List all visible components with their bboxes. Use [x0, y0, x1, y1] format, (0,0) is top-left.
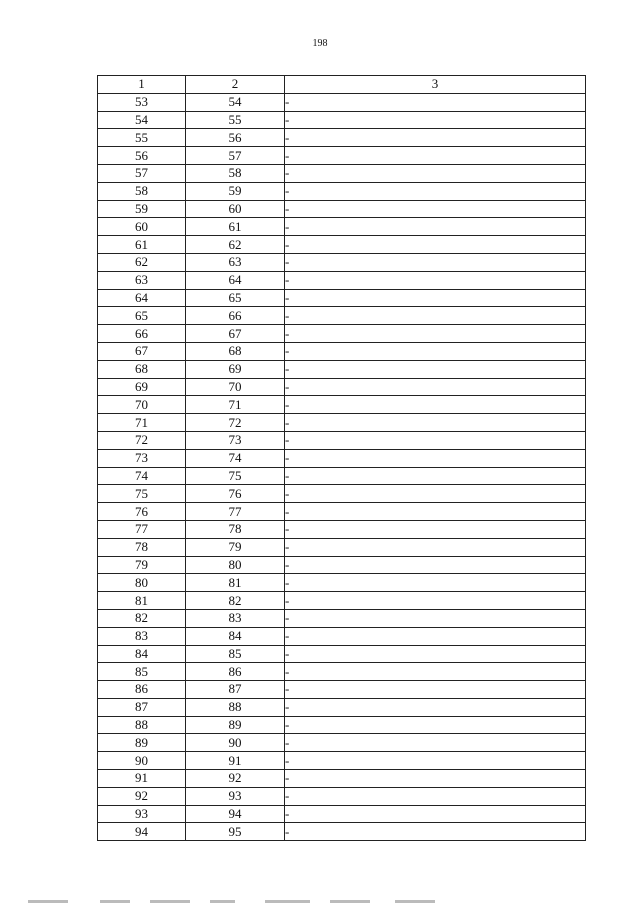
- row-col-2-cell: 70: [186, 378, 285, 396]
- table-row: [98, 467, 586, 485]
- row-remark-cell: -: [285, 307, 586, 325]
- row-remark-cell: -: [285, 236, 586, 254]
- row-col-1-cell: 56: [98, 147, 186, 165]
- row-col-1-cell: 82: [98, 609, 186, 627]
- row-col-1-cell: 65: [98, 307, 186, 325]
- table-row: [98, 645, 586, 663]
- table-row: [98, 681, 586, 699]
- row-col-2-cell: 63: [186, 253, 285, 271]
- row-col-1-cell: 84: [98, 645, 186, 663]
- row-col-1-cell: 71: [98, 414, 186, 432]
- row-remark-cell: -: [285, 253, 586, 271]
- row-col-2-cell: 85: [186, 645, 285, 663]
- table-row: [98, 325, 586, 343]
- row-remark-cell: -: [285, 93, 586, 111]
- row-col-2-cell: 77: [186, 503, 285, 521]
- page-bottom-edge: [0, 896, 640, 905]
- row-col-1-cell: 62: [98, 253, 186, 271]
- row-col-2-cell: 87: [186, 681, 285, 699]
- row-col-2-cell: 76: [186, 485, 285, 503]
- row-remark-cell: -: [285, 556, 586, 574]
- row-remark-cell: -: [285, 681, 586, 699]
- row-remark-cell: -: [285, 716, 586, 734]
- row-remark-cell: -: [285, 520, 586, 538]
- row-remark-cell: -: [285, 218, 586, 236]
- row-col-1-cell: 53: [98, 93, 186, 111]
- table-row: [98, 734, 586, 752]
- column-header-3: 3: [285, 76, 586, 94]
- table-row: [98, 823, 586, 841]
- row-remark-cell: -: [285, 823, 586, 841]
- table-row: [98, 503, 586, 521]
- row-remark-cell: -: [285, 538, 586, 556]
- header-row: [98, 76, 586, 94]
- table-body: [98, 93, 586, 840]
- row-col-2-cell: 86: [186, 663, 285, 681]
- row-remark-cell: -: [285, 627, 586, 645]
- table-row: [98, 147, 586, 165]
- table-row: [98, 396, 586, 414]
- row-remark-cell: -: [285, 503, 586, 521]
- table-row: [98, 342, 586, 360]
- table-row: [98, 253, 586, 271]
- table-row: [98, 663, 586, 681]
- row-remark-cell: -: [285, 431, 586, 449]
- table-row: [98, 111, 586, 129]
- row-remark-cell: -: [285, 592, 586, 610]
- table-row: [98, 698, 586, 716]
- table-row: [98, 716, 586, 734]
- table-row: [98, 805, 586, 823]
- row-remark-cell: -: [285, 734, 586, 752]
- row-remark-cell: -: [285, 378, 586, 396]
- table-row: [98, 414, 586, 432]
- row-col-1-cell: 66: [98, 325, 186, 343]
- row-col-2-cell: 84: [186, 627, 285, 645]
- table-row: [98, 129, 586, 147]
- table-row: [98, 770, 586, 788]
- row-col-1-cell: 69: [98, 378, 186, 396]
- row-col-1-cell: 61: [98, 236, 186, 254]
- row-remark-cell: -: [285, 485, 586, 503]
- row-col-1-cell: 75: [98, 485, 186, 503]
- row-remark-cell: -: [285, 770, 586, 788]
- table-row: [98, 485, 586, 503]
- row-col-2-cell: 57: [186, 147, 285, 165]
- table-row: [98, 787, 586, 805]
- row-col-2-cell: 91: [186, 752, 285, 770]
- row-col-1-cell: 72: [98, 431, 186, 449]
- row-remark-cell: -: [285, 467, 586, 485]
- table-row: [98, 360, 586, 378]
- row-remark-cell: -: [285, 147, 586, 165]
- row-col-1-cell: 78: [98, 538, 186, 556]
- column-header-2: 2: [186, 76, 285, 94]
- row-remark-cell: -: [285, 574, 586, 592]
- row-remark-cell: -: [285, 609, 586, 627]
- row-col-1-cell: 60: [98, 218, 186, 236]
- table-row: [98, 218, 586, 236]
- table-row: [98, 93, 586, 111]
- row-col-1-cell: 88: [98, 716, 186, 734]
- row-col-2-cell: 82: [186, 592, 285, 610]
- row-remark-cell: -: [285, 164, 586, 182]
- row-col-1-cell: 55: [98, 129, 186, 147]
- table-row: [98, 378, 586, 396]
- row-col-1-cell: 77: [98, 520, 186, 538]
- table-row: [98, 449, 586, 467]
- row-col-1-cell: 83: [98, 627, 186, 645]
- row-col-2-cell: 62: [186, 236, 285, 254]
- table-row: [98, 556, 586, 574]
- row-col-2-cell: 74: [186, 449, 285, 467]
- row-col-2-cell: 95: [186, 823, 285, 841]
- row-remark-cell: -: [285, 645, 586, 663]
- row-col-2-cell: 89: [186, 716, 285, 734]
- row-remark-cell: -: [285, 200, 586, 218]
- data-table: [97, 75, 586, 841]
- row-remark-cell: -: [285, 396, 586, 414]
- table-row: [98, 307, 586, 325]
- row-remark-cell: -: [285, 325, 586, 343]
- row-col-1-cell: 90: [98, 752, 186, 770]
- row-col-1-cell: 70: [98, 396, 186, 414]
- row-col-2-cell: 55: [186, 111, 285, 129]
- row-col-2-cell: 60: [186, 200, 285, 218]
- row-col-2-cell: 83: [186, 609, 285, 627]
- row-col-1-cell: 94: [98, 823, 186, 841]
- row-col-1-cell: 91: [98, 770, 186, 788]
- table-row: [98, 182, 586, 200]
- table-row: [98, 609, 586, 627]
- row-remark-cell: -: [285, 271, 586, 289]
- row-col-2-cell: 90: [186, 734, 285, 752]
- row-remark-cell: -: [285, 663, 586, 681]
- row-col-2-cell: 79: [186, 538, 285, 556]
- row-col-2-cell: 67: [186, 325, 285, 343]
- table-row: [98, 627, 586, 645]
- row-remark-cell: -: [285, 129, 586, 147]
- row-col-2-cell: 69: [186, 360, 285, 378]
- row-remark-cell: -: [285, 698, 586, 716]
- row-col-1-cell: 63: [98, 271, 186, 289]
- row-col-1-cell: 73: [98, 449, 186, 467]
- table-row: [98, 574, 586, 592]
- table-row: [98, 200, 586, 218]
- row-col-1-cell: 67: [98, 342, 186, 360]
- row-col-2-cell: 71: [186, 396, 285, 414]
- row-col-1-cell: 92: [98, 787, 186, 805]
- row-col-1-cell: 64: [98, 289, 186, 307]
- row-col-1-cell: 93: [98, 805, 186, 823]
- page-number: 198: [312, 38, 328, 49]
- row-remark-cell: -: [285, 182, 586, 200]
- row-col-1-cell: 59: [98, 200, 186, 218]
- row-col-2-cell: 64: [186, 271, 285, 289]
- row-col-1-cell: 79: [98, 556, 186, 574]
- row-col-1-cell: 54: [98, 111, 186, 129]
- row-col-2-cell: 81: [186, 574, 285, 592]
- row-remark-cell: -: [285, 449, 586, 467]
- row-remark-cell: -: [285, 111, 586, 129]
- row-col-2-cell: 78: [186, 520, 285, 538]
- table-row: [98, 236, 586, 254]
- row-remark-cell: -: [285, 360, 586, 378]
- row-col-1-cell: 58: [98, 182, 186, 200]
- row-col-2-cell: 93: [186, 787, 285, 805]
- row-col-2-cell: 58: [186, 164, 285, 182]
- table-row: [98, 520, 586, 538]
- row-col-1-cell: 86: [98, 681, 186, 699]
- row-col-2-cell: 66: [186, 307, 285, 325]
- row-col-2-cell: 65: [186, 289, 285, 307]
- row-col-1-cell: 57: [98, 164, 186, 182]
- table-row: [98, 752, 586, 770]
- table-row: [98, 289, 586, 307]
- table-row: [98, 538, 586, 556]
- row-col-1-cell: 89: [98, 734, 186, 752]
- row-col-2-cell: 80: [186, 556, 285, 574]
- row-remark-cell: -: [285, 342, 586, 360]
- row-col-1-cell: 80: [98, 574, 186, 592]
- row-col-1-cell: 87: [98, 698, 186, 716]
- row-remark-cell: -: [285, 752, 586, 770]
- row-remark-cell: -: [285, 289, 586, 307]
- row-col-1-cell: 81: [98, 592, 186, 610]
- row-col-1-cell: 76: [98, 503, 186, 521]
- table-row: [98, 271, 586, 289]
- row-col-2-cell: 94: [186, 805, 285, 823]
- row-remark-cell: -: [285, 805, 586, 823]
- row-col-2-cell: 61: [186, 218, 285, 236]
- column-header-1: 1: [98, 76, 186, 94]
- row-col-2-cell: 88: [186, 698, 285, 716]
- row-col-1-cell: 85: [98, 663, 186, 681]
- row-remark-cell: -: [285, 414, 586, 432]
- table-row: [98, 431, 586, 449]
- row-col-2-cell: 59: [186, 182, 285, 200]
- row-col-1-cell: 68: [98, 360, 186, 378]
- table-row: [98, 164, 586, 182]
- row-col-2-cell: 92: [186, 770, 285, 788]
- row-col-2-cell: 73: [186, 431, 285, 449]
- row-remark-cell: -: [285, 787, 586, 805]
- table-row: [98, 592, 586, 610]
- table-header: [98, 76, 586, 94]
- row-col-2-cell: 68: [186, 342, 285, 360]
- row-col-2-cell: 75: [186, 467, 285, 485]
- row-col-2-cell: 54: [186, 93, 285, 111]
- row-col-1-cell: 74: [98, 467, 186, 485]
- row-col-2-cell: 72: [186, 414, 285, 432]
- row-col-2-cell: 56: [186, 129, 285, 147]
